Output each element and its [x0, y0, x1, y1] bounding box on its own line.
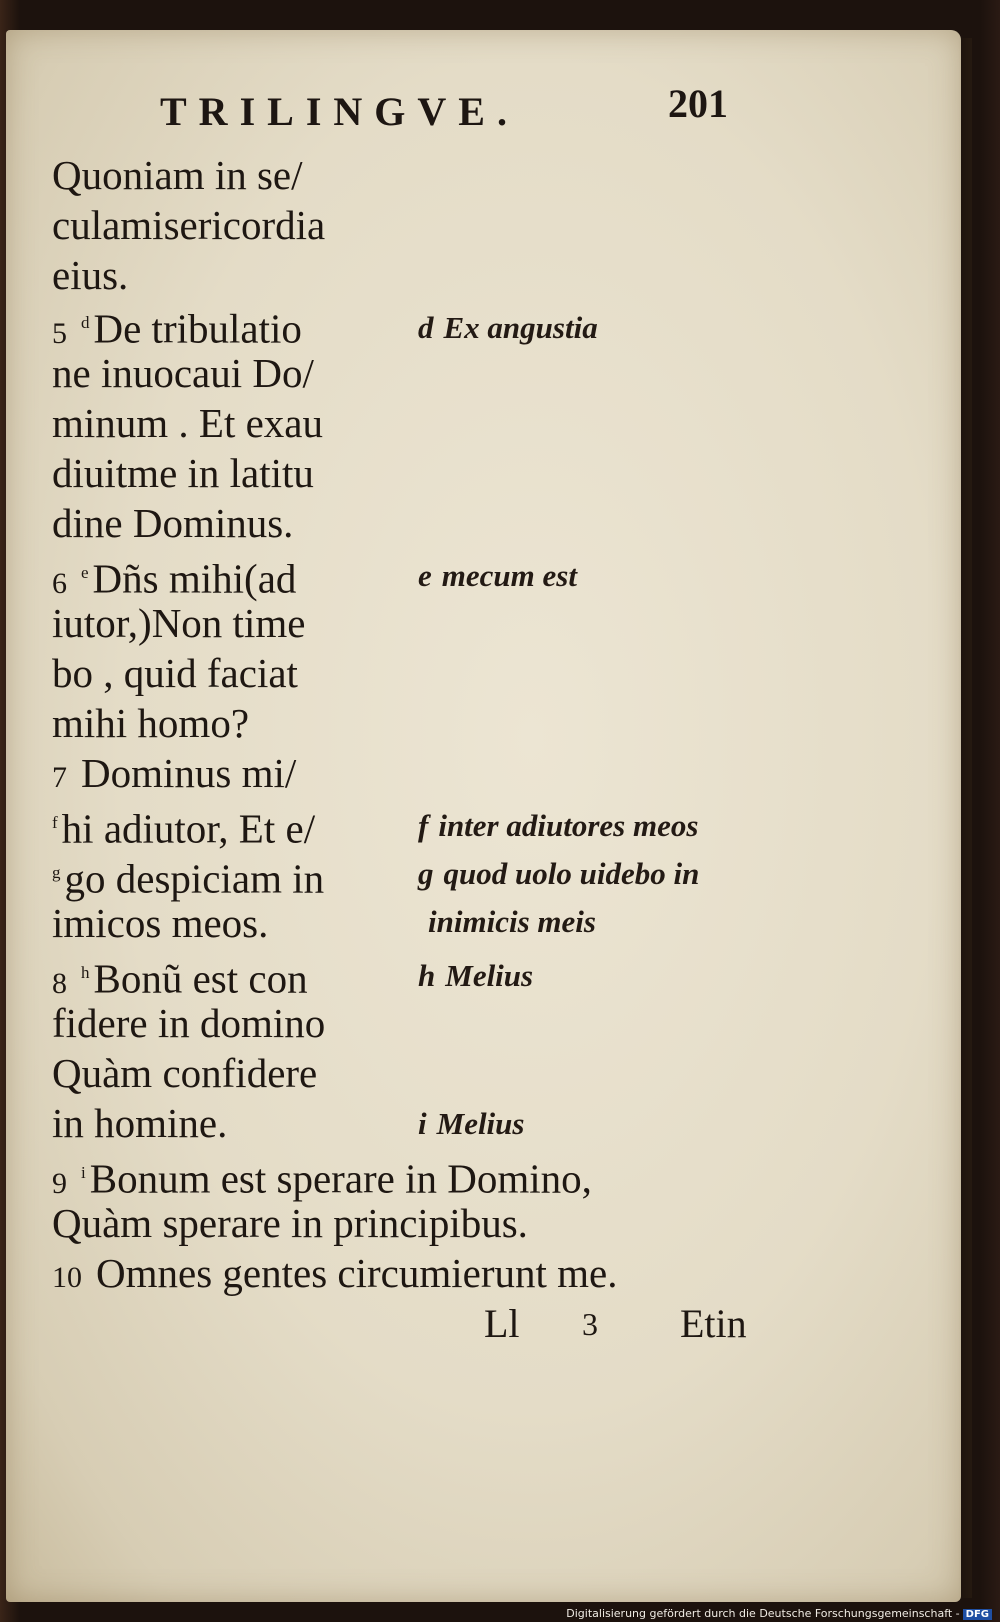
catchword: Etin	[680, 1301, 747, 1346]
marginal-gloss: d Ex angustia	[418, 310, 598, 345]
marginal-gloss: e mecum est	[418, 558, 577, 593]
text-line: culamisericordia	[52, 202, 326, 248]
text-line: ne inuocaui Do/	[52, 350, 314, 396]
text-line: mihi homo?	[52, 700, 250, 746]
marginal-gloss: f inter adiutores meos	[418, 808, 699, 843]
text-line: dine Dominus.	[52, 500, 294, 546]
signature-mark: Ll	[484, 1301, 520, 1346]
text-line: 9 $^i$Bonum est sperare in Domino,	[52, 1155, 592, 1202]
text-line: iutor,)Non time	[52, 600, 306, 646]
text-line: minum . Et exau	[52, 400, 324, 446]
dfg-logo: DFG	[963, 1609, 992, 1620]
text-line: $^g$go despiciam in	[52, 855, 325, 902]
text-line: imicos meos.	[52, 900, 269, 946]
text-line: bo , quid faciat	[52, 650, 298, 696]
text-line: Quàm sperare in principibus.	[52, 1200, 528, 1246]
text-line: $^f$hi adiutor, Et e/	[52, 805, 316, 852]
text-line: Quàm confidere	[52, 1050, 318, 1096]
text-line: 7 Dominus mi/	[52, 750, 297, 796]
page-number: 201	[668, 81, 728, 126]
text-line: 5 $^d$De tribulatio	[52, 305, 302, 352]
running-title: TRILINGVE.	[160, 89, 519, 134]
text-line: fidere in domino	[52, 1000, 326, 1046]
page-edge-shadow	[958, 38, 972, 1598]
text-line: Quoniam in se/	[52, 152, 303, 198]
digitization-credit: Digitalisierung gefördert durch die Deutsche Forschungsgemeinschaft - DFG	[566, 1607, 992, 1620]
signature-number: 3	[582, 1306, 598, 1342]
text-line: in homine.	[52, 1100, 228, 1146]
text-line: eius.	[52, 252, 129, 298]
text-line: 6 $^e$Dñs mihi(ad	[52, 555, 297, 602]
marginal-gloss: h Melius	[418, 958, 534, 993]
marginal-gloss: i Melius	[418, 1106, 525, 1141]
text-line: 10 Omnes gentes circumierunt me.	[52, 1250, 618, 1296]
marginal-gloss: g quod uolo uidebo in	[418, 856, 700, 891]
marginal-gloss: inimicis meis	[428, 904, 596, 939]
text-line: 8 $^h$Bonũ est con	[52, 955, 308, 1002]
text-line: diuitme in latitu	[52, 450, 314, 496]
